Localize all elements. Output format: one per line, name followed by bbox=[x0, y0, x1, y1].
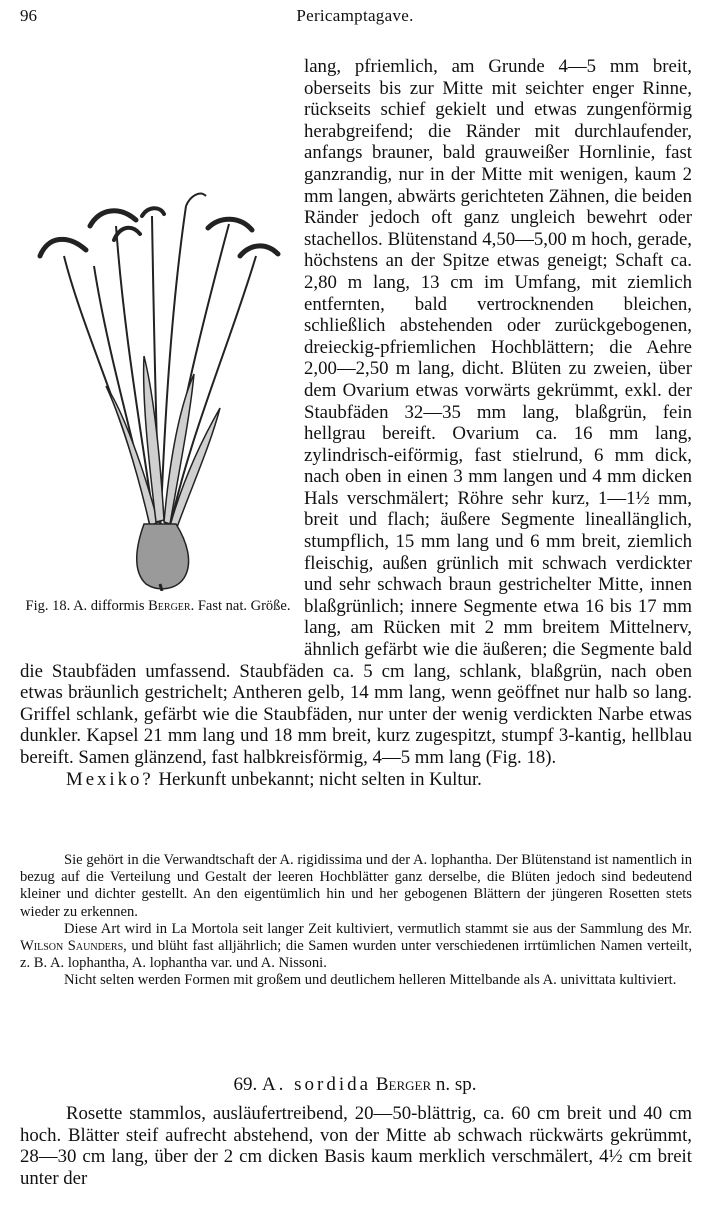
flower-illustration bbox=[24, 56, 292, 591]
note-2: Diese Art wird in La Mortola seit langer Zeit kultiviert, vermutlich stammt sie aus der Sammlung des Mr. Wilson Saunders, und blüht fast alljährlich; die Samen wurden unter verschiedenen irrtümlichen Namen verteilt, z. B. A. lophantha, A. lophantha var. und A. Nissoni. bbox=[20, 920, 692, 972]
running-title: Pericamptagave. bbox=[296, 6, 414, 25]
note-1: Sie gehört in die Verwandtschaft der A. rigidissima und der A. lophantha. Der Blütenstand ist namentlich in bezug auf die Verteilung und Gestalt der leeren Hochblätter ganz derselbe, die Blüten jedoch sind bedeutend kleiner und dichter gestellt. An den eigentümlich hin und her gebogenen Blättern der jüngeren Rosetten stets wieder zu erkennen. bbox=[20, 852, 692, 920]
origin-line: Mexiko? Herkunft unbekannt; nicht selten in Kultur. bbox=[66, 768, 482, 790]
species-heading: 69. A. sordida Berger n. sp. bbox=[233, 1074, 477, 1095]
figure-caption: Fig. 18. A. difformis Berger. Fast nat. Größe. bbox=[25, 598, 291, 614]
main-text bbox=[20, 56, 692, 790]
next-description bbox=[20, 1103, 692, 1189]
notes-block bbox=[20, 852, 692, 990]
page-header bbox=[20, 6, 690, 32]
note-3: Nicht selten werden Formen mit großem und deutlichem helleren Mittelbande als A. univittata kultiviert. bbox=[64, 972, 677, 989]
page-number: 96 bbox=[20, 6, 37, 25]
next-paragraph: Rosette stammlos, ausläufertreibend, 20—50-blättrig, ca. 60 cm breit und 40 cm hoch. Blätter steif aufrecht abstehend, von der Mitte ab schwach rückwärts gekrümmt, 28—30 cm lang, über der 2 cm dicken Basis kaum merklich verschmälert, 4½ cm breit unter der bbox=[20, 1103, 692, 1189]
description-paragraph: lang, pfriemlich, am Grunde 4—5 mm breit, oberseits bis zur Mitte mit seichter enger Rinne, rückseits schief gekielt und etwas zungenförmig herabgreifend; die Ränder mit durchlaufender, anfangs brauner, bald grauweißer Hornlinie, fast ganzrandig, nur in der Mitte mit wenigen, kaum 2 mm langen, abwärts gerichteten Zähnen, die beiden Ränder jedoch oft ganz ungleich bewehrt oder stachellos. Blütenstand 4,50—5,00 m hoch, gerade, höchstens an der Spitze etwas geneigt; Schaft ca. 2,80 m lang, 13 cm im Umfang, mit ziemlich entfernten, bald vertrocknenden bleichen, schließlich abstehenden oder zurückgebogenen, dreieckig-pfriemlichen Hochblättern; die Aehre 2,00—2,50 m lang, dicht. Blüten zu zweien, über dem Ovarium etwas vorwärts gekrümmt, exkl. der Staubfäden 32—35 mm lang, blaßgrün, fein hellgrau bereift. Ovarium ca. 16 mm lang, zylindrisch-eiförmig, fast stielrund, 6 mm dick, nach oben in einen 3 mm langen und 4 mm dicken Hals verschmälert; Röhre sehr kurz, 1—1½ mm, breit und flach; äußere Segmente lineallänglich, stumpflich, 15 mm lang und 6 mm breit, ziemlich fleischig, außen grünlich mit schwach verdickter und sehr schwach braun gestrichelter Mitte, innen blaßgrünlich; innere Segmente etwa 16 bis 17 mm lang, am Rücken mit 2 mm breitem Mittelnerv, ähnlich gefärbt wie die äußeren; die Segmente bald die Staubfäden umfassend. Staubfäden ca. 5 cm lang, schlank, blaßgrün, nach oben etwas bräunlich gestrichelt; Antheren gelb, 14 mm lang, wenn geöffnet nur halb so lang. Griffel schlank, gefärbt wie die Staubfäden, nur unter der wenig verdickten Narbe etwas dunkler. Kapsel 21 mm lang und 18 mm breit, kurz zugespitzt, stumpf 3-kantig, hellblau bereift. Samen glänzend, fast halbkreisförmig, 4—5 mm lang (Fig. 18). bbox=[20, 56, 692, 768]
figure-18 bbox=[20, 56, 296, 641]
